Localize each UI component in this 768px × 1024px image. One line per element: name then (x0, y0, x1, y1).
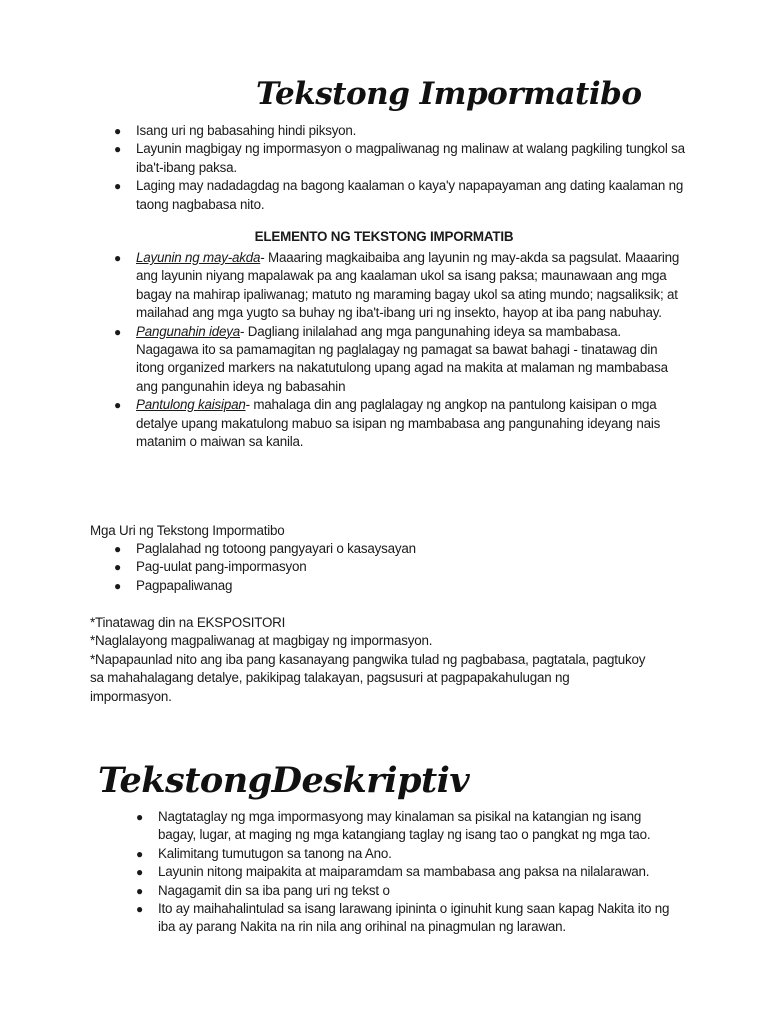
types-heading: Mga Uri ng Tekstong Impormatibo (90, 523, 285, 538)
list-item: ● Nagtataglay ng mga impormasyong may kinalaman sa pisikal na katangian ng isang bagay, lugar, at maging ng mga katangiang taglay ng isang tao o pangkat ng mga tao. (136, 809, 651, 843)
bullet-icon: ● (114, 251, 122, 265)
list-item: ● Pag-uulat pang-impormasyon (136, 558, 536, 576)
bullet-icon: ● (114, 324, 122, 339)
section-title-deskriptiv: TekstongDeskriptiv (98, 760, 470, 801)
bullet-icon: ● (114, 124, 122, 138)
element-term: Layunin ng may-akda (136, 250, 261, 265)
bullet-icon: ● (136, 883, 144, 898)
elements-heading: ELEMENTO NG TEKSTONG IMPORMATIB (254, 229, 514, 244)
list-item: ● Paglalahad ng totoong pangyayari o kasaysayan (136, 540, 536, 558)
note-line: *Tinatawag din na EKSPOSITORI (90, 615, 286, 630)
list-item: ● Nagagamit din sa iba pang uri ng tekst o (158, 882, 678, 900)
list-item: ● Layunin nitong maipakita at maiparamdam sa mambabasa ang paksa na nilalarawan. (158, 863, 678, 881)
bullet-icon: ● (136, 846, 144, 861)
list-item: ● Laging may nadadagdag na bagong kaalaman o kaya'y napapayaman ang dating kaalaman ng taong nagbabasa nito. (114, 178, 684, 212)
element-text: - Maaaring magkaibaiba ang layunin ng may-akda sa pagsulat. Maaaring ang layunin niyang mapalawak pa ang kaalaman ukol sa isang paksa; maunawaan ang mga bagay na mahirap ipaliwanag; matuto ng maraming bagay ukol sa ating mundo; nagsaliksik; at mailahad ang mga yugto sa buhay ng iba't-ibang uri ng insekto, hayop at iba pang nabuhay. (136, 250, 680, 321)
types-list (114, 540, 536, 595)
note-line: *Napapaunlad nito ang iba pang kasanayang pangwika tulad ng pagbabasa, pagtatala, pagtukoy sa mahahalagang detalye, pakikipag talakayan, pagsusuri at pagpapakahulugan ng impormasyon. (90, 651, 646, 704)
notes-block (90, 614, 650, 706)
bullet-icon: ● (114, 179, 122, 194)
list-item: ● Layunin magbigay ng impormasyon o magpaliwanag ng malinaw at walang pagkiling tungkol sa iba't-ibang paksa. (114, 141, 685, 175)
bullet-icon: ● (114, 560, 122, 575)
bullet-icon: ● (114, 542, 122, 556)
element-text: - Dagliang inilalahad ang mga pangunahing ideya sa mambabasa. Nagagawa ito sa pamamagitan ng paglalagay ng pamagat sa bawat bahagi - tinatawag din itong organized markers na nakatutulong upang agad na makita at malaman ng mambabasa ang pangunahin ideya ng babasahin (136, 323, 668, 394)
note-line: *Naglalayong magpaliwanag at magbigay ng impormasyon. (90, 633, 433, 649)
bullet-icon: ● (114, 398, 122, 413)
list-item (114, 396, 681, 451)
bullet-icon: ● (136, 810, 144, 824)
list-item: ● Isang uri ng babasahing hindi piksyon. (136, 122, 696, 140)
list-item: ● Ito ay maihahalintulad sa isang larawang ipininta o iginuhit kung saan kapag Nakita ito ng iba ay parang Nakita na rin nila ang orihinal na pinagmulan ng larawan. (136, 901, 670, 935)
bullet-icon: ● (136, 865, 144, 880)
definition-list (114, 122, 696, 214)
list-item (114, 323, 681, 397)
list-item: ● Kalimitang tumutugon sa tanong na Ano. (158, 845, 678, 863)
bullet-icon: ● (136, 902, 144, 917)
bullet-icon: ● (114, 142, 122, 157)
section-title-impormatibo: Tekstong Impormatibo (256, 76, 642, 112)
element-text: - mahalaga din ang paglalagay ng angkop na pantulong kaisipan o mga detalye upang makatulong mabuo sa isipan ng mambabasa ang pangunahing ideyang nais matanim o maiwan sa kanila. (136, 397, 661, 450)
elements-list (114, 249, 681, 451)
list-item (114, 249, 681, 323)
bullet-icon: ● (114, 578, 122, 593)
deskriptiv-list (136, 808, 678, 937)
element-term: Pangunahin ideya (136, 323, 241, 339)
element-term: Pantulong kaisipan (136, 397, 246, 413)
list-item: ● Pagpapaliwanag (136, 577, 536, 595)
